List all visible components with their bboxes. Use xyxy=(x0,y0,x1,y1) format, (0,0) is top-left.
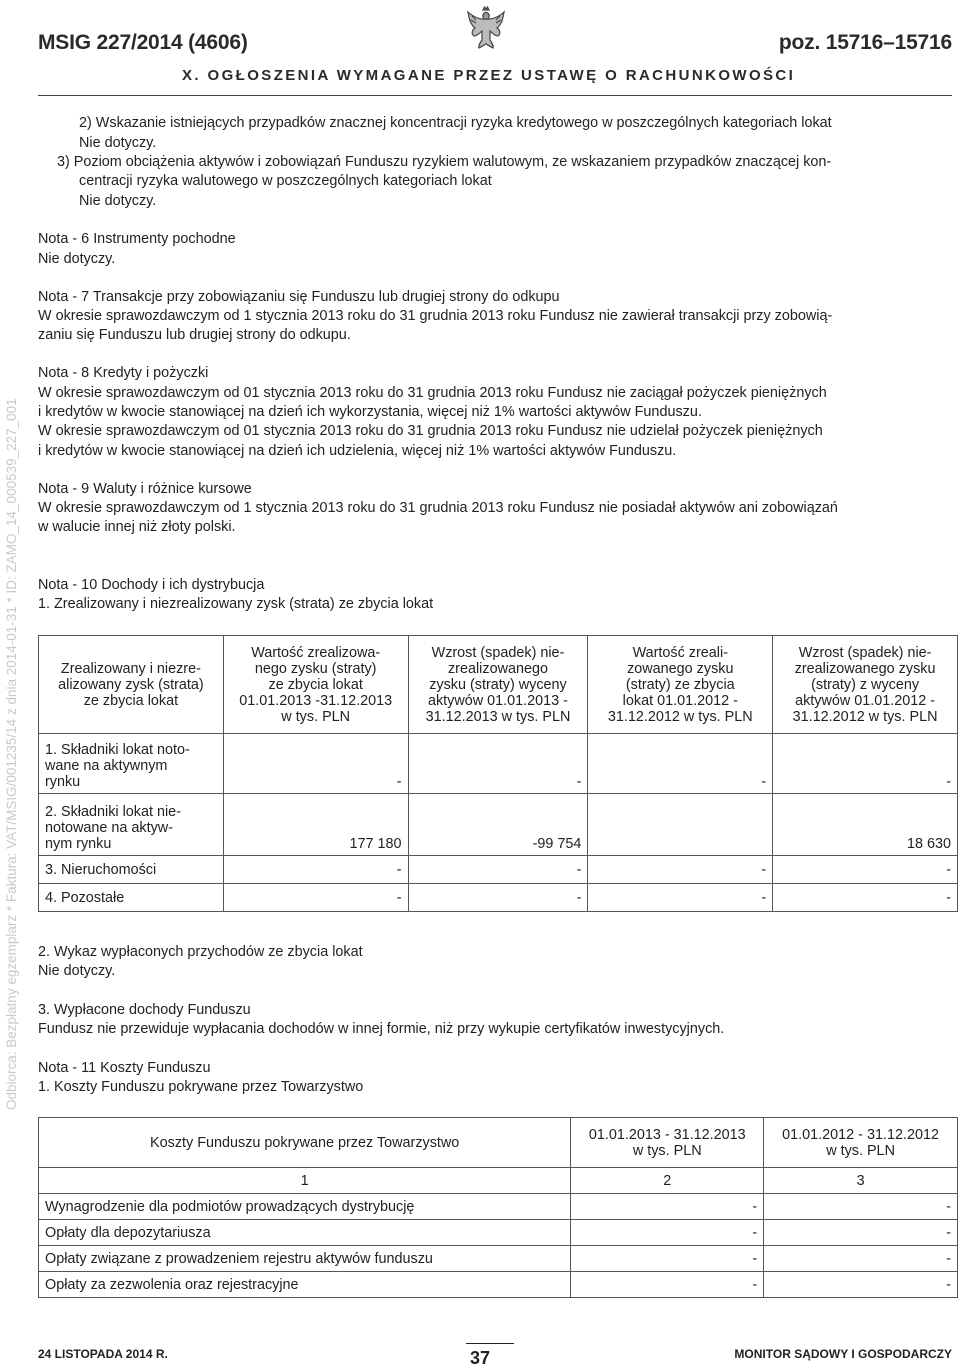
nota10-sub3: 3. Wypłacone dochody Funduszu xyxy=(38,1002,251,1018)
table-header-cell: Zrealizowany i niezre- alizowany zysk (strata) ze zbycia lokat xyxy=(39,636,224,734)
realized-gains-table xyxy=(38,635,958,912)
row-label: 4. Pozostałe xyxy=(39,884,224,912)
page-position: poz. 15716–15716 xyxy=(778,31,952,54)
column-number: 2 xyxy=(571,1168,764,1194)
nota8-text: W okresie sprawozdawczym od 01 stycznia 2013 roku do 31 grudnia 2013 roku Fundusz nie zaciągał pożyczek pieniężnych xyxy=(38,385,827,401)
table-cell: - xyxy=(773,856,958,884)
table-cell: - xyxy=(588,734,773,794)
table-cell: 177 180 xyxy=(223,794,408,856)
table-cell: - xyxy=(764,1194,958,1220)
table-cell: - xyxy=(571,1194,764,1220)
table-cell: - xyxy=(571,1272,764,1298)
column-number-row xyxy=(39,1168,958,1194)
nota10-sub1: 1. Zrealizowany i niezrealizowany zysk (strata) ze zbycia lokat xyxy=(38,596,434,612)
table-cell: - xyxy=(773,884,958,912)
table-cell: 18 630 xyxy=(773,794,958,856)
footer-publisher: MONITOR SĄDOWY I GOSPODARCZY xyxy=(734,1347,952,1361)
nota11-title: Nota - 11 Koszty Funduszu xyxy=(38,1060,211,1076)
row-label: 2. Składniki lokat nie- notowane na aktyw- nym rynku xyxy=(39,794,224,856)
nota7-text-cont: zaniu się Funduszu lub drugiej strony do odkupu. xyxy=(38,327,351,343)
row-label: Opłaty za zezwolenia oraz rejestracyjne xyxy=(39,1272,571,1298)
journal-issue: MSIG 227/2014 (4606) xyxy=(38,31,248,54)
table-cell: - xyxy=(408,856,588,884)
table-cell: - xyxy=(408,734,588,794)
nota6-title: Nota - 6 Instrumenty pochodne xyxy=(38,231,236,247)
table-cell: - xyxy=(223,884,408,912)
row-label: 3. Nieruchomości xyxy=(39,856,224,884)
table-row xyxy=(39,1272,958,1298)
item2-text: 2) Wskazanie istniejących przypadków znacznej koncentracji ryzyka kredytowego w poszczególnych kategoriach lokat xyxy=(79,115,832,131)
table-cell: - xyxy=(571,1246,764,1272)
footer-date: 24 LISTOPADA 2014 R. xyxy=(38,1347,168,1361)
table-cell: -99 754 xyxy=(408,794,588,856)
table-cell: - xyxy=(223,734,408,794)
nota8-text-cont: i kredytów w kwocie stanowiącej na dzień ich wykorzystania, więcej niż 1% wartości aktywów Funduszu. xyxy=(38,404,702,420)
table-cell: - xyxy=(408,884,588,912)
page-number-divider xyxy=(466,1343,514,1344)
eagle-emblem-icon xyxy=(466,6,506,52)
table-row xyxy=(39,734,958,794)
table-header-row xyxy=(39,636,958,734)
row-label: Wynagrodzenie dla podmiotów prowadzących dystrybucję xyxy=(39,1194,571,1220)
table-row xyxy=(39,1246,958,1272)
table-row xyxy=(39,1194,958,1220)
table-header-row xyxy=(39,1118,958,1168)
nota6-text: Nie dotyczy. xyxy=(38,251,116,267)
table-header-cell: 01.01.2013 - 31.12.2013 w tys. PLN xyxy=(571,1118,764,1168)
page-number: 37 xyxy=(470,1348,491,1368)
table-header-cell: Wartość zrealizowa- nego zysku (straty) ze zbycia lokat 01.01.2013 -31.12.2013 w tys. PLN xyxy=(223,636,408,734)
row-label: 1. Składniki lokat noto- wane na aktywnym rynku xyxy=(39,734,224,794)
nota10-title: Nota - 10 Dochody i ich dystrybucja xyxy=(38,577,265,593)
table-cell: - xyxy=(773,734,958,794)
item2-answer: Nie dotyczy. xyxy=(79,135,157,151)
item3-text: 3) Poziom obciążenia aktywów i zobowiązań Funduszu ryzykiem walutowym, ze wskazaniem przypadków znaczącej kon- xyxy=(57,154,832,170)
nota10-sub2: 2. Wykaz wypłaconych przychodów ze zbycia lokat xyxy=(38,944,363,960)
header-divider xyxy=(38,95,952,96)
recipient-watermark: Odbiorca: Bezpłatny egzemplarz * Faktura: VAT/MSIG/001235/14 z dnia 2014-01-31 * ID: ZAMO_14_000539_227_001 xyxy=(4,398,19,1110)
table-cell: - xyxy=(764,1272,958,1298)
table-row xyxy=(39,856,958,884)
item3-text-cont: centracji ryzyka walutowego w poszczególnych kategoriach lokat xyxy=(79,173,492,189)
nota7-title: Nota - 7 Transakcje przy zobowiązaniu się Funduszu lub drugiej strony do odkupu xyxy=(38,289,560,305)
column-number: 3 xyxy=(764,1168,958,1194)
nota9-text: W okresie sprawozdawczym od 1 stycznia 2013 roku do 31 grudnia 2013 roku Fundusz nie posiadał aktywów ani zobowiązań xyxy=(38,500,838,516)
nota8-text2-cont: i kredytów w kwocie stanowiącej na dzień ich udzielenia, więcej niż 1% wartości aktywów Funduszu. xyxy=(38,443,677,459)
table-header-cell: Wartość zreali- zowanego zysku (straty) ze zbycia lokat 01.01.2012 - 31.12.2012 w tys. PLN xyxy=(588,636,773,734)
column-number: 1 xyxy=(39,1168,571,1194)
row-label: Opłaty związane z prowadzeniem rejestru aktywów funduszu xyxy=(39,1246,571,1272)
table-cell: - xyxy=(764,1220,958,1246)
nota8-text2: W okresie sprawozdawczym od 01 stycznia 2013 roku do 31 grudnia 2013 roku Fundusz nie udzielał pożyczek pieniężnych xyxy=(38,423,823,439)
nota10-sub2-text: Nie dotyczy. xyxy=(38,963,116,979)
table-cell: - xyxy=(571,1220,764,1246)
table-row xyxy=(39,794,958,856)
fund-costs-table xyxy=(38,1117,958,1298)
table-header-cell: 01.01.2012 - 31.12.2012 w tys. PLN xyxy=(764,1118,958,1168)
nota11-sub1: 1. Koszty Funduszu pokrywane przez Towarzystwo xyxy=(38,1079,364,1095)
item3-answer: Nie dotyczy. xyxy=(79,193,157,209)
table-cell: - xyxy=(588,884,773,912)
table-header-cell: Koszty Funduszu pokrywane przez Towarzystwo xyxy=(39,1118,571,1168)
nota8-title: Nota - 8 Kredyty i pożyczki xyxy=(38,365,209,381)
table-cell: - xyxy=(223,856,408,884)
table-header-cell: Wzrost (spadek) nie- zrealizowanego zysku (straty) wyceny aktywów 01.01.2013 - 31.12.2013 w tys. PLN xyxy=(408,636,588,734)
nota7-text: W okresie sprawozdawczym od 1 stycznia 2013 roku do 31 grudnia 2013 roku Fundusz nie zawierał transakcji przy zobowią- xyxy=(38,308,833,324)
row-label: Opłaty dla depozytariusza xyxy=(39,1220,571,1246)
table-cell: - xyxy=(764,1246,958,1272)
nota9-text-cont: w walucie innej niż złoty polski. xyxy=(38,519,236,535)
section-title: X. OGŁOSZENIA WYMAGANE PRZEZ USTAWĘ O RACHUNKOWOŚCI xyxy=(182,67,796,84)
table-row xyxy=(39,884,958,912)
table-cell: - xyxy=(588,856,773,884)
nota9-title: Nota - 9 Waluty i różnice kursowe xyxy=(38,481,252,497)
nota10-sub3-text: Fundusz nie przewiduje wypłacania dochodów w innej formie, niż przy wykupie certyfikatów inwestycyjnych. xyxy=(38,1021,725,1037)
table-row xyxy=(39,1220,958,1246)
table-header-cell: Wzrost (spadek) nie- zrealizowanego zysku (straty) z wyceny aktywów 01.01.2012 - 31.12.2012 w tys. PLN xyxy=(773,636,958,734)
table-cell xyxy=(588,794,773,856)
